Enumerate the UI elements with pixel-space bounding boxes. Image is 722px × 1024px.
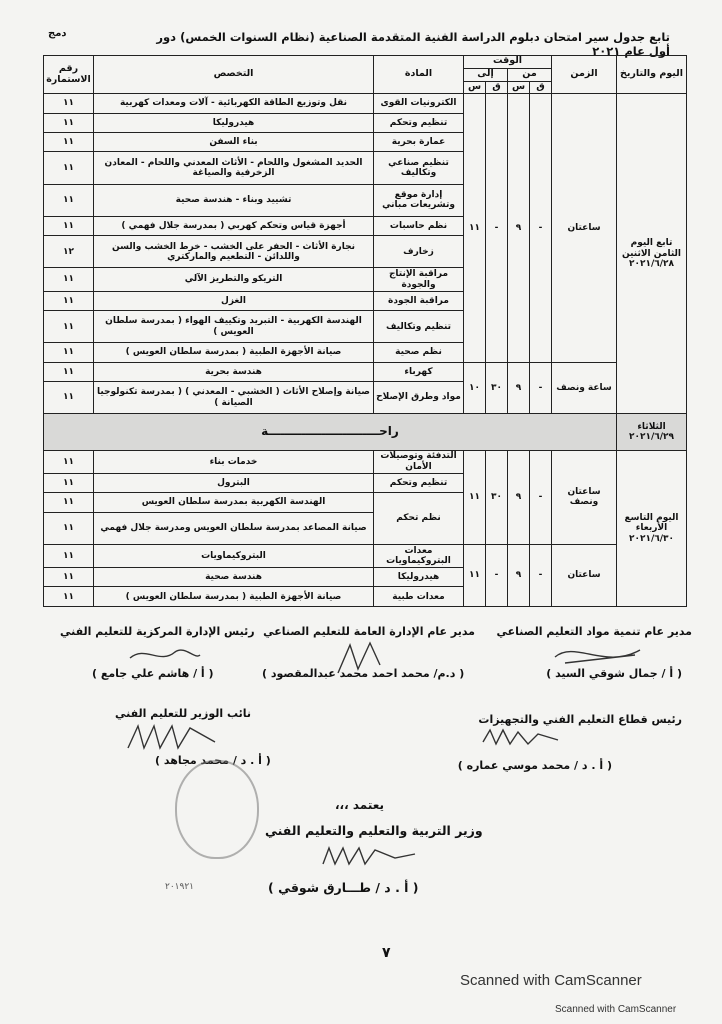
duration-cell: ساعتان ونصف — [552, 450, 617, 544]
form-cell: ١١ — [44, 493, 94, 512]
from-s-cell: ٩ — [508, 450, 530, 544]
page-title: تابع جدول سير امتحان دبلوم الدراسة الفنية المتقدمة الصناعية (نظام السنوات الخمس) دور أول عام ٢٠٢١ — [156, 30, 670, 58]
subject-cell: معدات طبية — [374, 587, 464, 607]
specialty-cell: التريكو والتطريز الآلي — [94, 268, 374, 291]
from-q-cell: - — [530, 450, 552, 544]
subject-cell: مراقبة الإنتاج والجودة — [374, 268, 464, 291]
signatory-title-5: نائب الوزير للتعليم الفني — [115, 707, 251, 720]
approval-text: يعتمد ،،، — [335, 798, 385, 812]
signatory-name-3: ( أ / هاشم علي جامع ) — [92, 667, 214, 680]
form-cell: ١١ — [44, 381, 94, 413]
to-q-cell: ٣٠ — [486, 362, 508, 414]
subject-cell: تنظيم وتحكم — [374, 473, 464, 492]
exam-schedule-table — [43, 55, 687, 607]
header-duration: الزمن — [552, 56, 617, 94]
header-to-q: ق — [486, 81, 508, 94]
specialty-cell: الهندسة الكهربية - التبريد وتكييف الهواء ( بمدرسة سلطان العويس ) — [94, 311, 374, 343]
specialty-cell: هيدروليكا — [94, 113, 374, 132]
to-s-cell: ١٠ — [464, 362, 486, 414]
handwritten-number: ٢٠١٩٢١ — [165, 882, 195, 892]
duration-cell: ساعتان — [552, 94, 617, 362]
to-s-cell: ١١ — [464, 544, 486, 606]
header-from-s: س — [508, 81, 530, 94]
specialty-cell: نجارة الأثاث - الحفر على الخشب - خرط الخشب والسن واللدائن - التطعيم والماركتري — [94, 236, 374, 268]
form-cell: ١١ — [44, 152, 94, 184]
specialty-cell: صيانة الأجهزة الطبية ( بمدرسة سلطان العويس ) — [94, 343, 374, 362]
header-to: إلى — [464, 68, 508, 81]
duration-cell: ساعتان — [552, 544, 617, 606]
specialty-cell: هندسة صحية — [94, 568, 374, 587]
specialty-cell: البترول — [94, 473, 374, 492]
to-s-cell: ١١ — [464, 450, 486, 544]
signatory-name-1: ( أ / جمال شوقي السيد ) — [546, 667, 682, 680]
form-cell: ١١ — [44, 343, 94, 362]
signatory-name-4: ( أ . د / محمد موسي عماره ) — [457, 759, 612, 772]
specialty-cell: صيانة الأجهزة الطبية ( بمدرسة سلطان العويس ) — [94, 587, 374, 607]
page-number: ٧ — [382, 945, 391, 961]
form-cell: ١١ — [44, 291, 94, 310]
form-cell: ١١ — [44, 216, 94, 235]
signatory-title-2: مدير عام الإدارة العامة للتعليم الصناعي — [263, 625, 475, 638]
form-cell: ١٢ — [44, 236, 94, 268]
signature-scribble-6 — [315, 842, 435, 872]
signatory-title-3: رئيس الإدارة المركزية للتعليم الفني — [60, 625, 255, 638]
subject-cell: تنظيم وتكاليف — [374, 311, 464, 343]
form-cell: ١١ — [44, 587, 94, 607]
specialty-cell: البتروكيماويات — [94, 544, 374, 567]
day-cell: اليوم التاسع الأربعاء ٢٠٢١/٦/٣٠ — [617, 450, 687, 606]
subject-cell: نظم صحية — [374, 343, 464, 362]
subject-cell: معدات البتروكيماويات — [374, 544, 464, 567]
specialty-cell: بناء السفن — [94, 133, 374, 152]
minister-name: ( أ . د / طـــارق شوقي ) — [268, 880, 419, 895]
to-s-cell: ١١ — [464, 94, 486, 362]
header-day-date: اليوم والتاريخ — [617, 56, 687, 94]
from-s-cell: ٩ — [508, 362, 530, 414]
subject-cell: تنظيم وتحكم — [374, 113, 464, 132]
form-cell: ١١ — [44, 450, 94, 473]
subject-cell: عمارة بحرية — [374, 133, 464, 152]
signatory-name-2: ( د.م/ محمد احمد محمد عبدالمقصود ) — [262, 667, 465, 680]
to-q-cell: - — [486, 544, 508, 606]
signature-scribble-5 — [120, 718, 230, 758]
from-q-cell: - — [530, 94, 552, 362]
rest-text-cell: راحـــــــــــــــــــــــــــة — [44, 414, 617, 451]
specialty-cell: تشييد وبناء - هندسة صحية — [94, 184, 374, 216]
form-cell: ١١ — [44, 94, 94, 113]
subject-cell: التدفئة وتوصيلات الأمان — [374, 450, 464, 473]
subject-cell: زخارف — [374, 236, 464, 268]
specialty-cell: الهندسة الكهربية بمدرسة سلطان العويس — [94, 493, 374, 512]
subject-cell: الكترونيات القوى — [374, 94, 464, 113]
duration-cell: ساعة ونصف — [552, 362, 617, 414]
form-cell: ١١ — [44, 268, 94, 291]
header-specialty: التخصص — [94, 56, 374, 94]
form-cell: ١١ — [44, 568, 94, 587]
from-s-cell: ٩ — [508, 544, 530, 606]
camscanner-watermark: Scanned with CamScanner — [460, 972, 642, 989]
header-subject: المادة — [374, 56, 464, 94]
form-cell: ١١ — [44, 133, 94, 152]
form-cell: ١١ — [44, 473, 94, 492]
header-form-no: رقم الاستمارة — [44, 56, 94, 94]
signatory-title-4: رئيس قطاع التعليم الفني والتجهيزات — [478, 713, 682, 726]
from-s-cell: ٩ — [508, 94, 530, 362]
specialty-cell: الحديد المشغول واللحام - الأثاث المعدني واللحام - المعادن الزخرفية والصياغة — [94, 152, 374, 184]
specialty-cell: الغزل — [94, 291, 374, 310]
minister-title: وزير التربية والتعليم والتعليم الفني — [265, 823, 483, 838]
specialty-cell: خدمات بناء — [94, 450, 374, 473]
form-cell: ١١ — [44, 311, 94, 343]
form-cell: ١١ — [44, 113, 94, 132]
subject-cell: نظم تحكم — [374, 493, 464, 545]
specialty-cell: أجهزة قياس وتحكم كهربي ( بمدرسة جلال فهمي ) — [94, 216, 374, 235]
subject-cell: هيدروليكا — [374, 568, 464, 587]
specialty-cell: صيانة المصاعد بمدرسة سلطان العويس ومدرسة جلال فهمي — [94, 512, 374, 544]
official-stamp — [175, 760, 259, 859]
to-q-cell: ٣٠ — [486, 450, 508, 544]
specialty-cell: هندسة بحرية — [94, 362, 374, 381]
subject-cell: تنظيم صناعي وتكاليف — [374, 152, 464, 184]
header-from: من — [508, 68, 552, 81]
form-cell: ١١ — [44, 362, 94, 381]
signatory-name-5: ( أ . د / محمد مجاهد ) — [155, 754, 271, 767]
to-q-cell: - — [486, 94, 508, 362]
form-cell: ١١ — [44, 184, 94, 216]
subject-cell: مراقبة الجودة — [374, 291, 464, 310]
form-cell: ١١ — [44, 512, 94, 544]
day-cell: تابع اليوم الثامن الاثنين ٢٠٢١/٦/٢٨ — [617, 94, 687, 414]
subject-cell: إدارة موقع وتشريعات مباني — [374, 184, 464, 216]
specialty-cell: صيانة وإصلاح الأثاث ( الخشبي - المعدني ) ( بمدرسة تكنولوجيا الصيانة ) — [94, 381, 374, 413]
signature-scribble-4 — [478, 722, 568, 757]
from-q-cell: - — [530, 362, 552, 414]
camscanner-footer: Scanned with CamScanner — [555, 1004, 677, 1015]
subject-cell: كهرباء — [374, 362, 464, 381]
header-to-s: س — [464, 81, 486, 94]
specialty-cell: نقل وتوزيع الطاقة الكهربائية - آلات ومعدات كهربية — [94, 94, 374, 113]
signature-scribble-3 — [125, 640, 205, 670]
subject-cell: مواد وطرق الإصلاح — [374, 381, 464, 413]
form-cell: ١١ — [44, 544, 94, 567]
rest-day-cell: الثلاثاء ٢٠٢١/٦/٢٩ — [617, 414, 687, 451]
subject-cell: نظم حاسبات — [374, 216, 464, 235]
header-from-q: ق — [530, 81, 552, 94]
from-q-cell: - — [530, 544, 552, 606]
signatory-title-1: مدير عام تنمية مواد التعليم الصناعي — [496, 625, 692, 638]
merge-tag: دمج — [48, 28, 67, 39]
header-time: الوقت — [464, 56, 552, 69]
